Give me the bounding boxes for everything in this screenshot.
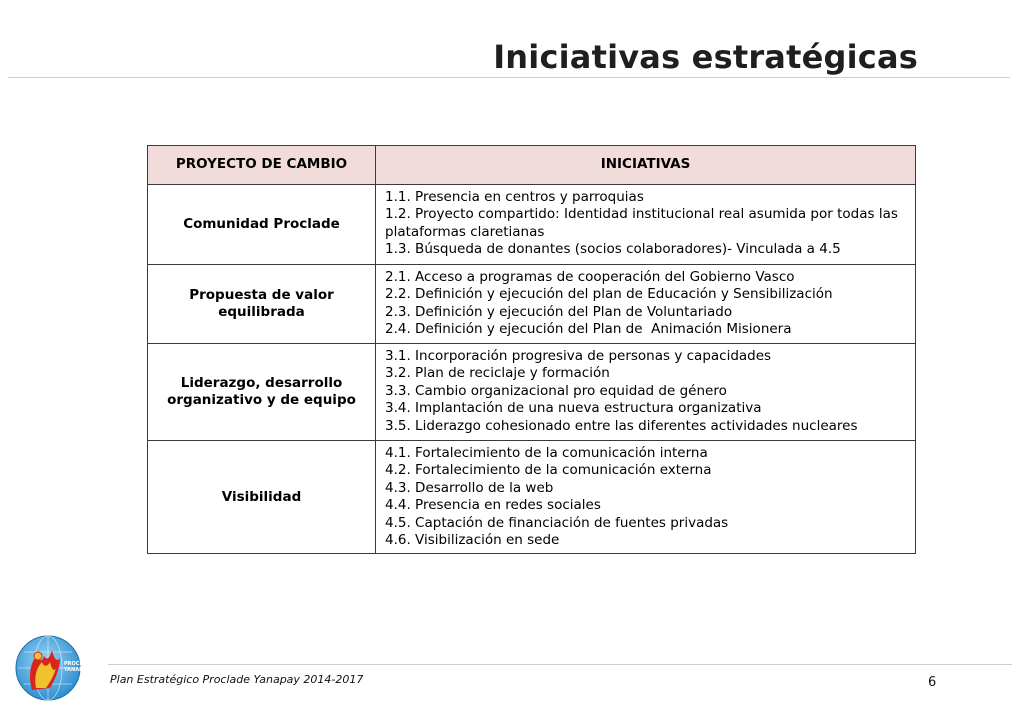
initiative-item: 4.2. Fortalecimiento de la comunicación externa [385, 462, 712, 479]
initiative-item: 3.1. Incorporación progresiva de personas y capacidades [385, 348, 772, 364]
initiatives-cell [376, 441, 916, 554]
logo-wordmark-line-2: YANAPAY [64, 667, 90, 673]
footer-text: Plan Estratégico Proclade Yanapay 2014-2017 [110, 673, 364, 686]
initiative-item: 2.4. Definición y ejecución del Plan de Animación Misionera [385, 321, 792, 338]
table-row [148, 344, 916, 441]
initiatives-table [147, 145, 916, 554]
initiatives-cell [376, 344, 916, 441]
table-row [148, 185, 916, 265]
initiative-item: 1.3. Búsqueda de donantes (socios colaboradores)- Vinculada a 4.5 [385, 241, 841, 258]
proclade-yanapay-logo [14, 632, 94, 704]
page-title: Iniciativas estratégicas [493, 38, 918, 76]
initiative-item: 1.2. Proyecto compartido: Identidad institucional real asumida por todas las plataformas claretianas [385, 206, 898, 240]
initiative-item: 2.1. Acceso a programas de cooperación del Gobierno Vasco [385, 269, 795, 285]
initiative-item: 4.4. Presencia en redes sociales [385, 497, 601, 514]
initiatives-cell [376, 265, 916, 344]
logo-wordmark-line-1: PROCLADE [64, 661, 94, 667]
initiative-item: 3.4. Implantación de una nueva estructura organizativa [385, 400, 762, 417]
project-cell: Propuesta de valor equilibrada [148, 265, 376, 344]
initiative-item: 3.2. Plan de reciclaje y formación [385, 365, 610, 382]
project-cell: Visibilidad [148, 441, 376, 554]
initiatives-cell [376, 185, 916, 265]
footer-divider [108, 664, 1012, 665]
initiative-item: 4.5. Captación de financiación de fuentes privadas [385, 514, 729, 531]
initiative-item: 2.3. Definición y ejecución del Plan de Voluntariado [385, 303, 733, 320]
project-cell: Comunidad Proclade [148, 185, 376, 265]
title-divider [8, 77, 1010, 78]
initiative-item: 1.1. Presencia en centros y parroquias [385, 189, 644, 205]
table-row [148, 441, 916, 554]
table-row [148, 265, 916, 344]
initiative-item: 3.5. Liderazgo cohesionado entre las diferentes actividades nucleares [385, 417, 858, 434]
initiative-item: 3.3. Cambio organizacional pro equidad de género [385, 382, 727, 399]
project-cell: Liderazgo, desarrollo organizativo y de equipo [148, 344, 376, 441]
header-proyecto-de-cambio: PROYECTO DE CAMBIO [148, 146, 376, 185]
initiative-item: 4.3. Desarrollo de la web [385, 479, 554, 496]
initiative-item: 4.6. Visibilización en sede [385, 532, 560, 549]
header-iniciativas: INICIATIVAS [376, 146, 916, 185]
initiative-item: 4.1. Fortalecimiento de la comunicación interna [385, 445, 708, 461]
initiative-item: 2.2. Definición y ejecución del plan de Educación y Sensibilización [385, 286, 833, 303]
page-number: 6 [928, 675, 937, 690]
table-header-row [148, 146, 916, 185]
